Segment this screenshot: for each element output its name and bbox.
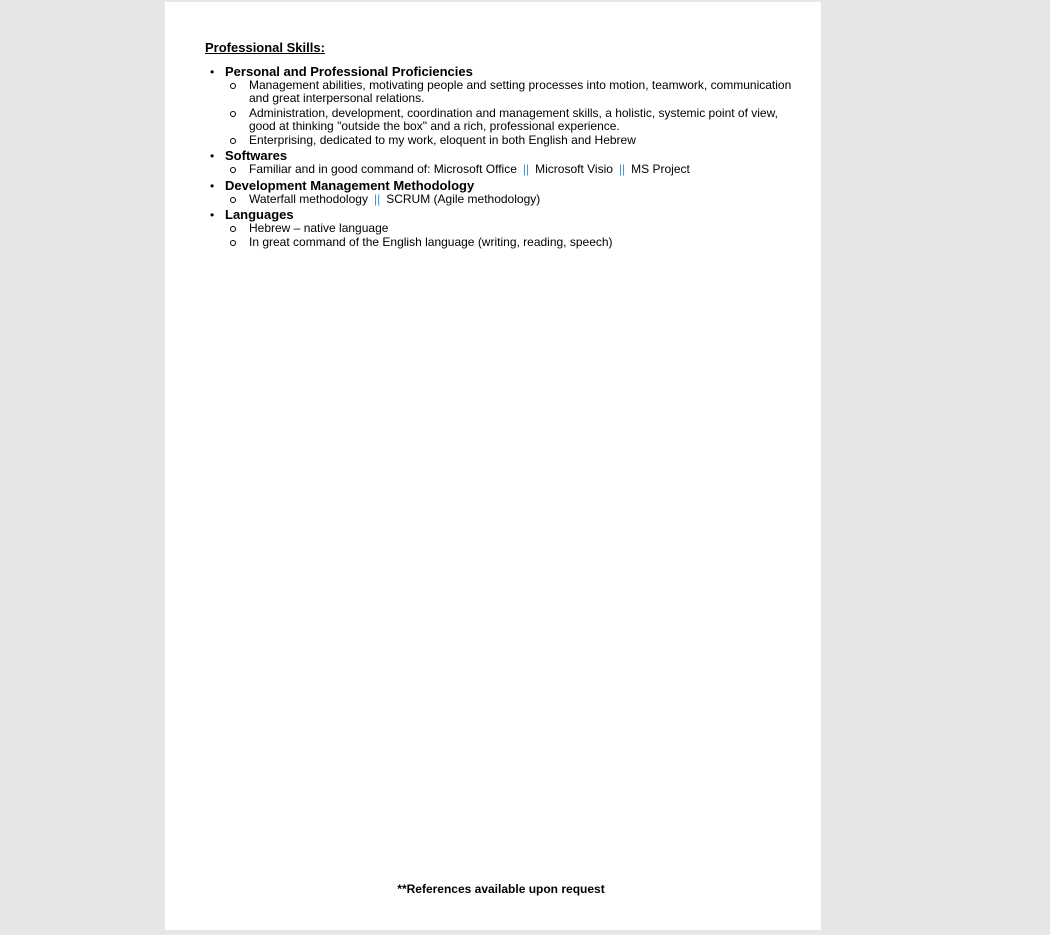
category-label: Development Management Methodology xyxy=(225,177,475,193)
references-footer: **References available upon request xyxy=(397,882,605,896)
list-item-text: Hebrew – native language xyxy=(249,221,389,236)
category-label: Languages xyxy=(225,207,294,223)
list-item xyxy=(225,107,795,134)
list-item-text: Waterfall methodology xyxy=(249,191,368,206)
separator: || xyxy=(373,191,381,206)
bullet-icon: • xyxy=(210,149,215,164)
bullet-icon: • xyxy=(210,65,215,79)
circle-bullet-icon xyxy=(230,83,236,89)
circle-bullet-icon xyxy=(230,167,236,173)
category-label: Personal and Professional Proficiencies xyxy=(225,64,473,79)
circle-bullet-icon xyxy=(230,138,236,144)
list-item-text: Enterprising, dedicated to my work, eloquent in both English and Hebrew xyxy=(249,133,636,148)
list-item-text: In great command of the English language (writing, reading, speech) xyxy=(249,235,613,250)
list-item xyxy=(225,163,795,176)
category-label: Softwares xyxy=(225,148,288,164)
list-item xyxy=(225,79,795,106)
skills-list xyxy=(205,64,795,250)
circle-bullet-icon xyxy=(230,111,236,117)
document-content xyxy=(205,40,795,251)
skill-category-languages xyxy=(205,207,795,250)
category-items xyxy=(225,79,795,147)
circle-bullet-icon xyxy=(230,226,236,232)
document-page xyxy=(165,2,821,930)
list-item-text: Administration, development, coordination and management skills, a holistic, systemic point of view, good at thinking "outside the box" and a rich, professional experience. xyxy=(249,105,778,133)
section-title: Professional Skills: xyxy=(205,40,325,55)
skill-category-softwares xyxy=(205,148,795,176)
circle-bullet-icon xyxy=(230,240,236,246)
list-item-text: Microsoft Visio xyxy=(535,162,613,177)
bullet-icon: • xyxy=(210,178,215,193)
skill-category-proficiencies xyxy=(205,64,795,147)
skill-category-methodology xyxy=(205,178,795,206)
list-item-text: Management abilities, motivating people and setting processes into motion, teamwork, communication and great interpersonal relations. xyxy=(249,78,792,106)
bullet-icon: • xyxy=(210,208,215,223)
category-items xyxy=(225,163,795,176)
list-item xyxy=(225,134,795,147)
category-items xyxy=(225,193,795,206)
list-item xyxy=(225,193,795,206)
category-items xyxy=(225,222,795,250)
list-item xyxy=(225,222,795,235)
list-item xyxy=(225,236,795,249)
separator: || xyxy=(522,162,530,177)
list-item-text: SCRUM (Agile methodology) xyxy=(386,191,541,206)
list-item-text: Familiar and in good command of: Microsoft Office xyxy=(249,162,517,177)
separator: || xyxy=(618,162,626,177)
list-item-text: MS Project xyxy=(631,162,690,177)
circle-bullet-icon xyxy=(230,197,236,203)
